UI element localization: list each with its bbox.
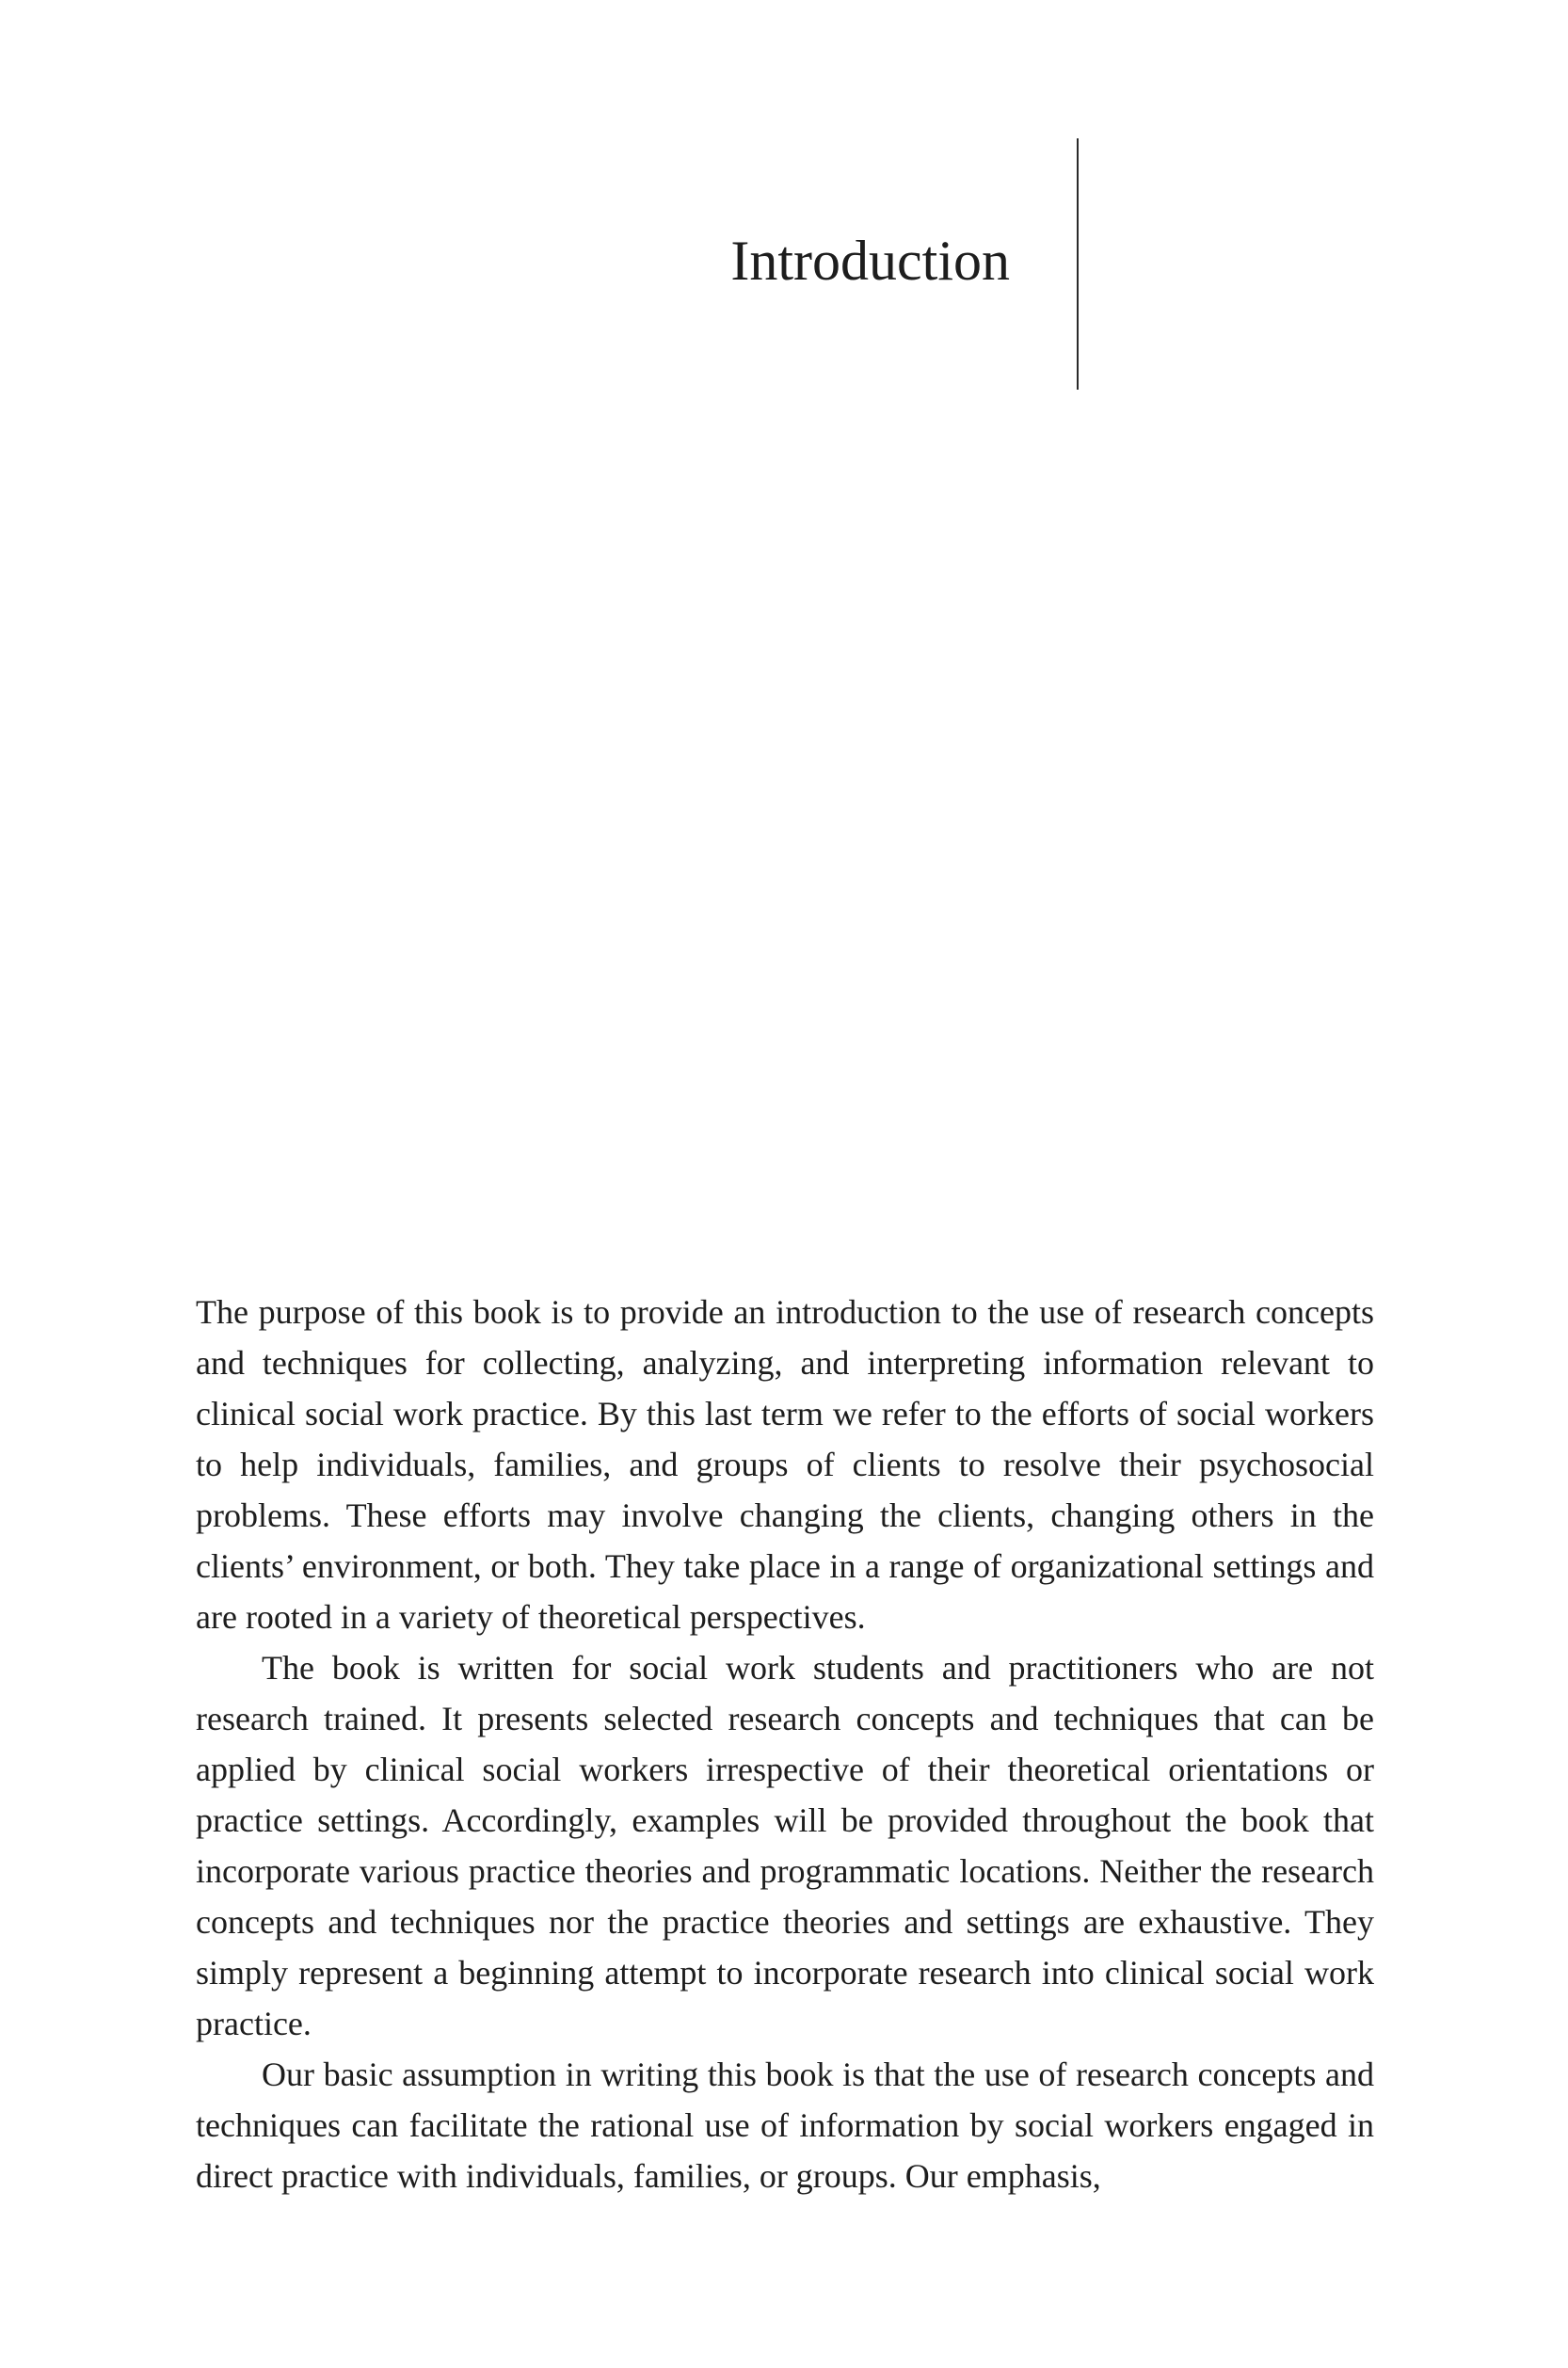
chapter-title: Introduction xyxy=(730,230,1010,292)
chapter-title-rule xyxy=(1077,138,1079,390)
paragraph-1: The purpose of this book is to provide an introduction to the use of research concepts and techniques for collecting, analyzing, and interpreting information relevant to clinical social work practice. By this last term we refer to the efforts of social workers to help individuals, families, and groups of clients to resolve their psychosocial problems. These efforts may involve changing the clients, changing others in the clients’ environment, or both. They take place in a range of organizational settings and are rooted in a variety of theoretical perspectives. xyxy=(196,1293,1374,1636)
paragraph-2: The book is written for social work students and practitioners who are not research trained. It presents selected research concepts and techniques that can be applied by clinical social workers irrespective of their theoretical orientations or practice settings. Accordingly, examples will be provided throughout the book that incorporate various practice theories and programmatic locations. Neither the research concepts and techniques nor the practice theories and settings are exhaustive. They simply represent a beginning attempt to incorporate research into clinical social work practice. xyxy=(196,1649,1374,2042)
paragraph-3: Our basic assumption in writing this book is that the use of research concepts and techniques can facilitate the rational use of information by social workers engaged in direct practice with individuals, families, or groups. Our emphasis, xyxy=(196,2056,1374,2195)
body-text xyxy=(196,1287,1374,2201)
